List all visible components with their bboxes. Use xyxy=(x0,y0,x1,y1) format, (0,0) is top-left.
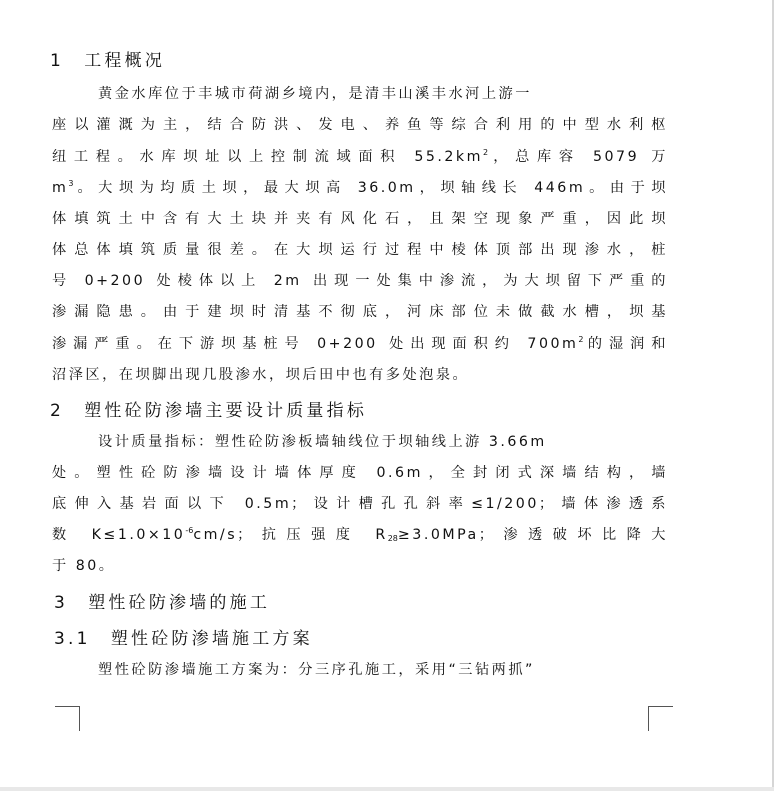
text-line: 渗漏严重。在下游坝基桩号 0+200 处出现面积约 $700m^2$的湿润和 xyxy=(52,335,668,352)
text-line: 纽工程。水库坝址以上控制流域面积 $55.2km^2$，总库容 5079 万 xyxy=(52,148,668,165)
page-bottom-edge xyxy=(0,787,774,791)
text-line: 体填筑土中含有大土块并夹有风化石，且架空现象严重，因此坝 xyxy=(52,211,668,227)
text-line: 沼泽区，在坝脚出现几股渗水，坝后田中也有多处泡泉。 xyxy=(52,367,470,383)
section-3-1-heading: 3.1 塑性砼防渗墙施工方案 xyxy=(54,629,313,649)
text-line: 黄金水库位于丰城市荷湖乡境内，是清丰山溪丰水河上游一 xyxy=(98,86,532,102)
section-1-heading: 1 工程概况 xyxy=(50,51,166,71)
section-2-heading: 2 塑性砼防渗墙主要设计质量指标 xyxy=(50,401,368,421)
text-line: 号 0+200 处棱体以上 2m 出现一处集中渗流，为大坝留下严重的 xyxy=(52,273,668,289)
section-3-heading: 3 塑性砼防渗墙的施工 xyxy=(54,593,271,613)
text-line: 体总体填筑质量很差。在大坝运行过程中棱体顶部出现渗水，桩 xyxy=(52,242,668,258)
text-line: 底伸入基岩面以下 0.5m；设计槽孔孔斜率≤1/200；墙体渗透系 xyxy=(52,496,668,512)
page-corner-mark-right xyxy=(648,706,673,731)
text-line: 数 $K\le 1.0\times 10^{-6}cm/s$；抗压强度 $R_{28}\ge 3.0MPa$；渗透破坏比降大 xyxy=(52,526,668,543)
text-line: 座以灌溉为主，结合防洪、发电、养鱼等综合利用的中型水利枢 xyxy=(52,117,668,133)
text-line: 塑性砼防渗墙施工方案为：分三序孔施工，采用“三钻两抓” xyxy=(98,662,535,678)
text-line: 处。塑性砼防渗墙设计墙体厚度 0.6m，全封闭式深墙结构，墙 xyxy=(52,465,668,481)
text-line: 渗漏隐患。由于建坝时清基不彻底，河床部位未做截水槽，坝基 xyxy=(52,304,668,320)
text-line: $m^3$。大坝为均质土坝，最大坝高 36.0m，坝轴线长 446m。由于坝 xyxy=(52,179,668,196)
page-corner-mark-left xyxy=(55,706,80,731)
text-line: 于 80。 xyxy=(52,558,116,574)
text-line: 设计质量指标：塑性砼防渗板墙轴线位于坝轴线上游 3.66m xyxy=(98,434,547,450)
